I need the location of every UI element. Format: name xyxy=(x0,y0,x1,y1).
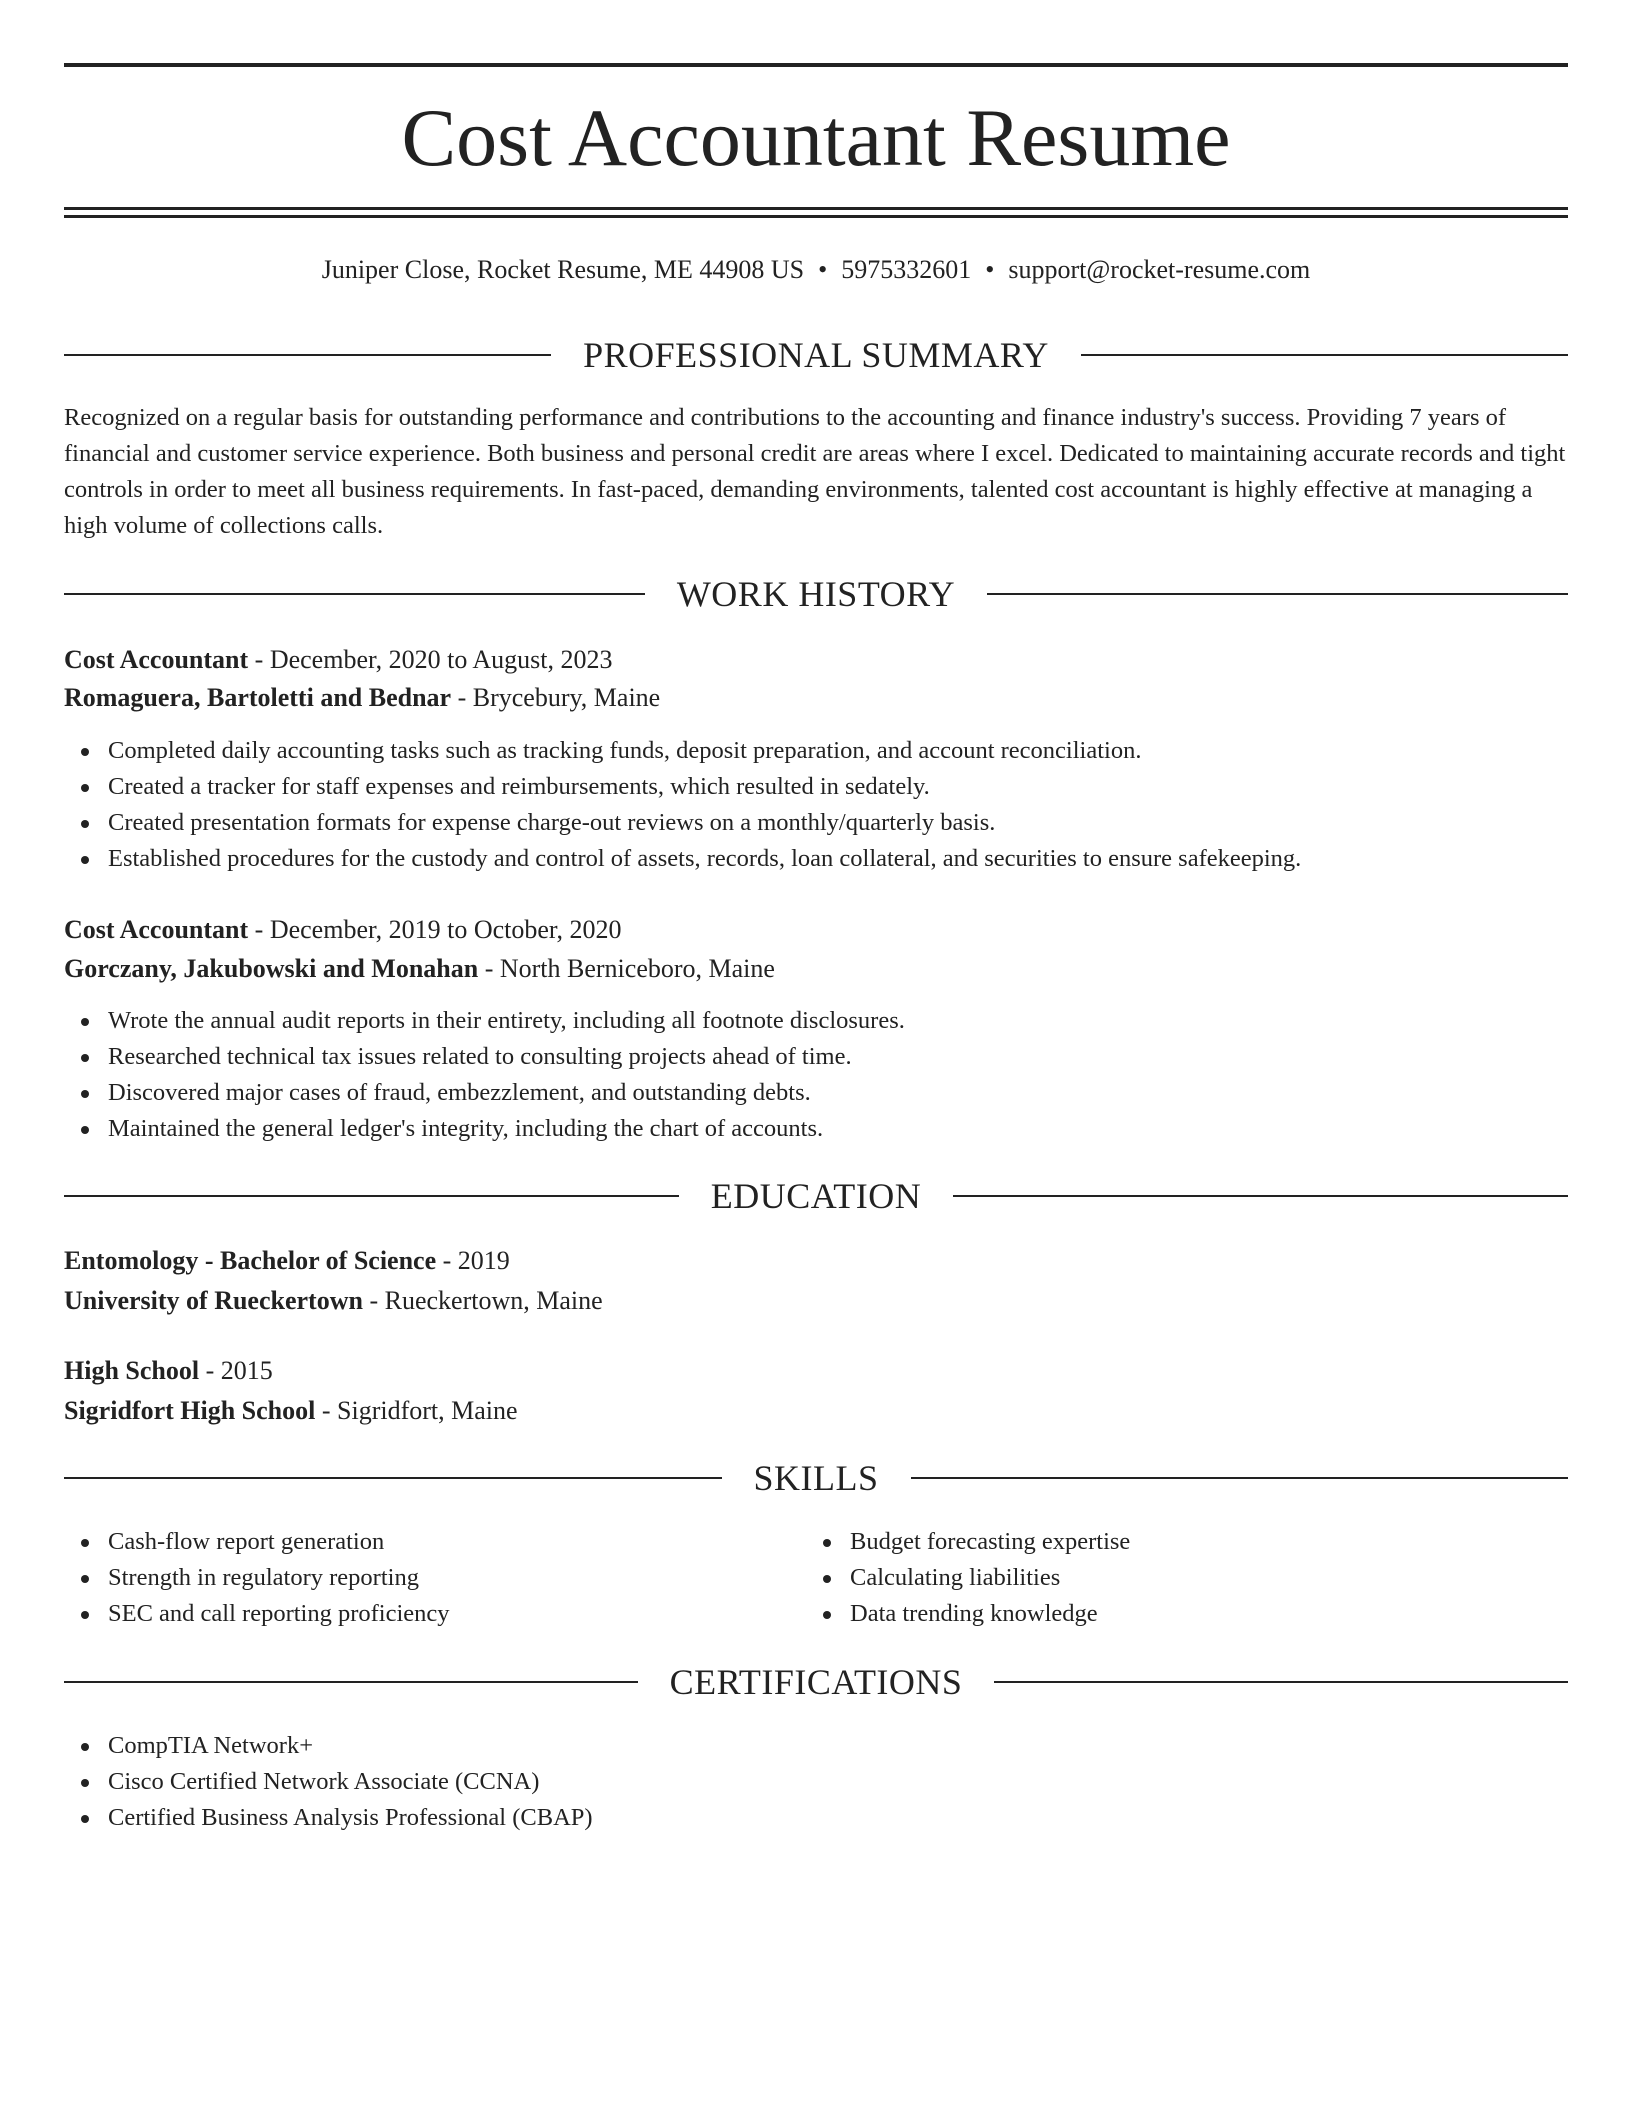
list-item: Budget forecasting expertise xyxy=(806,1524,1546,1560)
education-school: University of Rueckertown xyxy=(64,1286,363,1315)
heading-rule xyxy=(64,354,551,356)
heading-rule xyxy=(1081,354,1568,356)
list-item: CompTIA Network+ xyxy=(64,1728,1568,1764)
resume-title: Cost Accountant Resume xyxy=(401,92,1231,183)
education-degree: High School xyxy=(64,1356,200,1385)
list-item: Completed daily accounting tasks such as tracking funds, deposit preparation, and account reconciliation. xyxy=(64,733,1568,769)
job-company: Romaguera, Bartoletti and Bednar xyxy=(64,683,452,712)
education-year: - 2019 xyxy=(436,1246,510,1275)
section-heading-education xyxy=(64,1174,1568,1218)
title-rule-upper xyxy=(64,207,1568,210)
section-title: WORK HISTORY xyxy=(676,574,956,614)
job-location: - North Berniceboro, Maine xyxy=(478,954,775,983)
list-item: Researched technical tax issues related to consulting projects ahead of time. xyxy=(64,1039,1568,1075)
contact-line xyxy=(64,252,1568,288)
job-company: Gorczany, Jakubowski and Monahan xyxy=(64,954,479,983)
title-rule-lower xyxy=(64,215,1568,218)
job-title: Cost Accountant xyxy=(64,915,249,944)
job-title-line xyxy=(64,912,1568,948)
heading-rule xyxy=(64,1681,638,1683)
list-item: Wrote the annual audit reports in their entirety, including all footnote disclosures. xyxy=(64,1003,1568,1039)
list-item: Certified Business Analysis Professional (CBAP) xyxy=(64,1800,1568,1836)
education-degree: Entomology - Bachelor of Science xyxy=(64,1246,437,1275)
list-item: Cash-flow report generation xyxy=(64,1524,804,1560)
contact-separator: • xyxy=(818,255,828,284)
contact-email: support@rocket-resume.com xyxy=(1008,255,1311,284)
list-item: Established procedures for the custody and control of assets, records, loan collateral, and securities to ensure safekeeping. xyxy=(64,841,1568,877)
education-school: Sigridfort High School xyxy=(64,1396,316,1425)
job-location: - Brycebury, Maine xyxy=(451,683,661,712)
job-duties-list xyxy=(64,733,1568,877)
section-title: EDUCATION xyxy=(710,1176,922,1216)
top-rule xyxy=(64,63,1568,67)
heading-rule xyxy=(911,1477,1569,1479)
job-company-line xyxy=(64,680,1568,716)
list-item: Maintained the general ledger's integrity, including the chart of accounts. xyxy=(64,1111,1568,1147)
list-item: Data trending knowledge xyxy=(806,1596,1546,1632)
education-school-line xyxy=(64,1393,1568,1429)
list-item: Strength in regulatory reporting xyxy=(64,1560,804,1596)
job-company-line xyxy=(64,951,1568,987)
education-degree-line xyxy=(64,1353,1568,1389)
section-title: CERTIFICATIONS xyxy=(669,1662,963,1702)
contact-separator: • xyxy=(985,255,995,284)
job-duties-list xyxy=(64,1003,1568,1147)
contact-phone: 5975332601 xyxy=(841,255,972,284)
education-year: - 2015 xyxy=(199,1356,273,1385)
summary-text: Recognized on a regular basis for outstanding performance and contributions to the accounting and finance industry's success. Providing 7 years of financial and customer service experience. Both business and personal credit are areas where I excel. Dedicated to maintaining accurate records and tight controls in order to meet all business requirements. In fast-paced, demanding environments, talented cost accountant is highly effective at managing a high volume of collections calls. xyxy=(64,404,1566,539)
section-heading-summary xyxy=(64,333,1568,377)
list-item: Cisco Certified Network Associate (CCNA) xyxy=(64,1764,1568,1800)
list-item: Created presentation formats for expense charge-out reviews on a monthly/quarterly basis. xyxy=(64,805,1568,841)
list-item: Discovered major cases of fraud, embezzlement, and outstanding debts. xyxy=(64,1075,1568,1111)
certifications-list xyxy=(64,1728,1568,1836)
heading-rule xyxy=(64,1195,679,1197)
list-item: SEC and call reporting proficiency xyxy=(64,1596,804,1632)
section-heading-skills xyxy=(64,1456,1568,1500)
skills-list-right xyxy=(806,1524,1546,1632)
section-heading-certifications xyxy=(64,1660,1568,1704)
job-dates: - December, 2020 to August, 2023 xyxy=(248,645,613,674)
skills-list-left xyxy=(64,1524,804,1632)
heading-rule xyxy=(64,593,645,595)
heading-rule xyxy=(987,593,1568,595)
heading-rule xyxy=(994,1681,1568,1683)
section-title: PROFESSIONAL SUMMARY xyxy=(583,335,1049,375)
job-title: Cost Accountant xyxy=(64,645,249,674)
education-location: - Rueckertown, Maine xyxy=(362,1286,603,1315)
list-item: Calculating liabilities xyxy=(806,1560,1546,1596)
heading-rule xyxy=(64,1477,722,1479)
job-title-line xyxy=(64,642,1568,678)
contact-address: Juniper Close, Rocket Resume, ME 44908 US xyxy=(321,255,805,284)
section-title: SKILLS xyxy=(753,1458,879,1498)
education-location: - Sigridfort, Maine xyxy=(315,1396,518,1425)
list-item: Created a tracker for staff expenses and reimbursements, which resulted in sedately. xyxy=(64,769,1568,805)
education-school-line xyxy=(64,1283,1568,1319)
job-dates: - December, 2019 to October, 2020 xyxy=(248,915,622,944)
education-degree-line xyxy=(64,1243,1568,1279)
heading-rule xyxy=(953,1195,1568,1197)
section-heading-work xyxy=(64,572,1568,616)
